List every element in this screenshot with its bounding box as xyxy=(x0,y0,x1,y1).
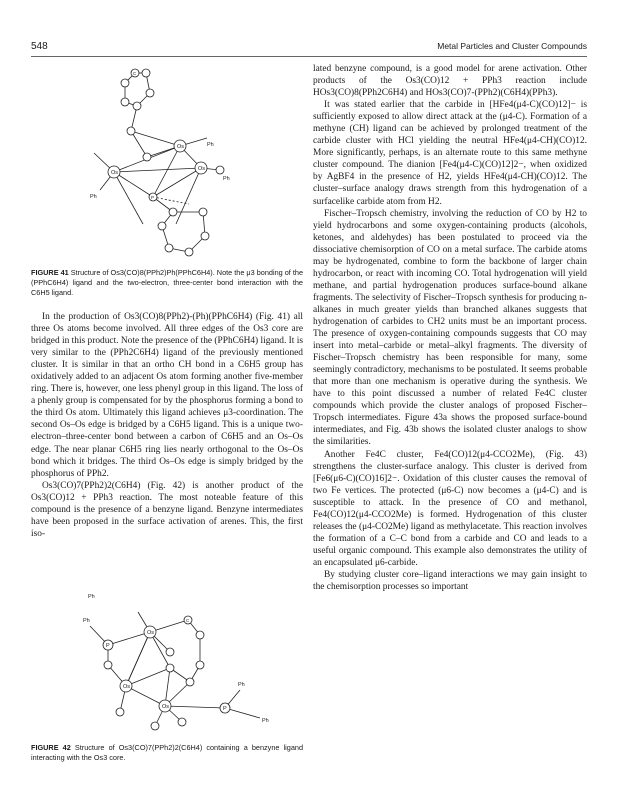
fig42-p-label-a: P xyxy=(106,643,110,649)
right-paragraph-5: By studying cluster core–ligand interactions we may gain insight to the chemisorption processes so important xyxy=(313,569,587,593)
right-column xyxy=(313,63,587,593)
fig41-os-label-a: Os xyxy=(177,144,185,150)
fig41-p-label: P xyxy=(151,195,155,200)
figure-42-diagram xyxy=(80,590,290,740)
left-column xyxy=(31,311,303,540)
figure-41-caption-text: Structure of Os3(CO)8(PPh2)Ph(PPhC6H4). Note the μ3 bonding of the (PPhC6H4) ligand and the two-electron, three-center bond interaction with the C6H5 ligand. xyxy=(31,268,303,297)
fig42-ph-label-d: Ph xyxy=(262,718,269,724)
fig41-ph-label-a: Ph xyxy=(207,142,214,148)
figure-42-label: FIGURE 42 xyxy=(31,743,71,752)
figure-41-caption xyxy=(31,268,303,297)
right-paragraph-2: It was stated earlier that the carbide in [HFe4(μ4-C)(CO)12]− is sufficiently exposed to allow direct attack at the (μ4-C). Formation of a methyne (CH) ligand can be achieved by prolonged treatment of the carbide cluster with HCl yielding the neutral HFe4(μ4-CH)(CO)12. More significantly, perhaps, is an alternate route to this same methyne cluster compound. The dianion [Fe4(μ4-C)(CO)12]2−, when oxidized by AgBF4 in the presence of H2, yields HFe4(μ4-CH)(CO)12. The cluster–surface analogy draws strength from this hydrogenation of a surfacelike carbide atom from H2. xyxy=(313,100,587,207)
fig42-c-label: C xyxy=(186,618,190,623)
fig42-ph-label-b: Ph xyxy=(88,594,95,600)
fig41-c-label: C xyxy=(133,71,137,76)
figure-42-caption xyxy=(31,743,303,763)
fig42-os-label-b: Os xyxy=(123,684,131,690)
fig42-os-label-c: Os xyxy=(162,704,170,710)
fig41-os-label-b: Os xyxy=(198,166,206,172)
header-rule xyxy=(31,56,587,57)
right-paragraph-3: Fischer–Tropsch chemistry, involving the reduction of CO by H2 to yield hydrocarbons and some oxygen-containing products (alcohols, ketones, and aldehydes) has been postulated to proceed via the dissociative chemisorption of CO on a metal surface. The carbide atoms may be hydrogenated, combine to form the backbone of larger chain hydrocarbon, or react with incoming CO. Total hydrogenation will yield methane, and partial hydrogenation produces surface-bound alkane fragments. The selectivity of Fischer–Tropsch synthesis for producing n-alkanes in much greater yields than branched alkanes suggests that hydrogenation of carbides to CH2 units must be an important process. The presence of oxygen-containing compounds suggests that CO may insert into metal–carbide or metal–alkyl fragments. The diversity of Fischer–Tropsch chemistry has been responsible for many, some seemingly contradictory, mechanisms to be postulated. It seems probable that more than one mechanism is operative during the synthesis. We have to this point discussed a number of related Fe4C cluster compounds which provide the cluster analogs of proposed Fischer–Tropsch intermediates. Figure 43a shows the proposed surface-bound intermediates, and Fig. 43b shows the isolated cluster analogs to show the similarities. xyxy=(313,208,587,448)
fig42-ph-label-a: Ph xyxy=(83,618,90,624)
fig41-ph-label-b: Ph xyxy=(223,176,230,182)
fig41-os-label-c: Os xyxy=(111,170,119,176)
right-paragraph-1: lated benzyne compound, is a good model for arene activation. Other products of the Os3(CO)12 + PPh3 reaction include HOs3(CO)8(PPh2C6H4) and HOs3(CO)7-(PPh2)(C6H4)(PPh3). xyxy=(313,64,587,99)
running-head: Metal Particles and Cluster Compounds xyxy=(437,41,587,51)
left-paragraph-2: Os3(CO)7(PPh2)2(C6H4) (Fig. 42) is another product of the Os3(CO)12 + PPh3 reaction. The most noteable feature of this compound is the presence of a benzyne ligand. Benzyne intermediates have been proposed in the surface activation of arenes. This, the first iso- xyxy=(31,480,303,539)
figure-42-caption-text: Structure of Os3(CO)7(PPh2)2(C6H4) containing a benzyne ligand interacting with the Os3 core. xyxy=(31,743,303,762)
page-header xyxy=(31,41,587,55)
fig42-os-label-a: Os xyxy=(147,630,155,636)
figure-41-label: FIGURE 41 xyxy=(31,268,69,277)
fig41-ph-label-c: Ph xyxy=(90,194,97,200)
fig42-ph-label-c: Ph xyxy=(238,682,245,688)
right-paragraph-4: Another Fe4C cluster, Fe4(CO)12(μ4-CCO2Me), (Fig. 43) strengthens the cluster-surface analogy. This cluster is derived from [Fe6(μ6-C)(CO)16]2−. Oxidation of this cluster causes the removal of two Fe vertices. The protected (μ6-C) now becomes a (μ4-C) and is susceptible to attack. In the presence of CO and methanol, Fe4(CO)12(μ4-CCO2Me) is formed. Hydrogenation of this cluster releases the (μ4-CO2Me) ligand as methylacetate. This reaction involves the formation of a C–C bond from a carbide and CO and leads to a useful organic compound. This example also demonstrates the utility of an encapsulated μ6-carbide. xyxy=(313,449,587,568)
left-paragraph-1: In the production of Os3(CO)8(PPh2)-(Ph)(PPhC6H4) (Fig. 41) all three Os atoms become involved. All three edges of the Os3 core are bridged in this product. Note the presence of the (PPhC6H4) ligand. It is very similar to the (PPh2C6H4) ligand of the previously mentioned cluster. It is similar in that an ortho CH bond in a C6H5 group has oxidatively added to an adjacent Os atom forming another five-member ring. There is, however, one less phenyl group in this ligand. The loss of a phenly group is compensated for by the phosphorus forming a bond to the third Os atom. Ultimately this ligand achieves μ3-coordination. The second Os–Os edge is bridged by a C6H5 ligand. This is a unique two-electron–three-center bond between a carbon of C6H5 and an Os–Os edge. The near planar C6H5 ring lies nearly orthogonal to the Os–Os bond which it bridges. The third Os–Os edge is simply bridged by the phosphorus of PPh2. xyxy=(31,312,303,479)
page-number: 548 xyxy=(31,41,48,52)
figure-41-diagram xyxy=(80,60,280,265)
fig42-p-label-b: P xyxy=(223,706,227,712)
